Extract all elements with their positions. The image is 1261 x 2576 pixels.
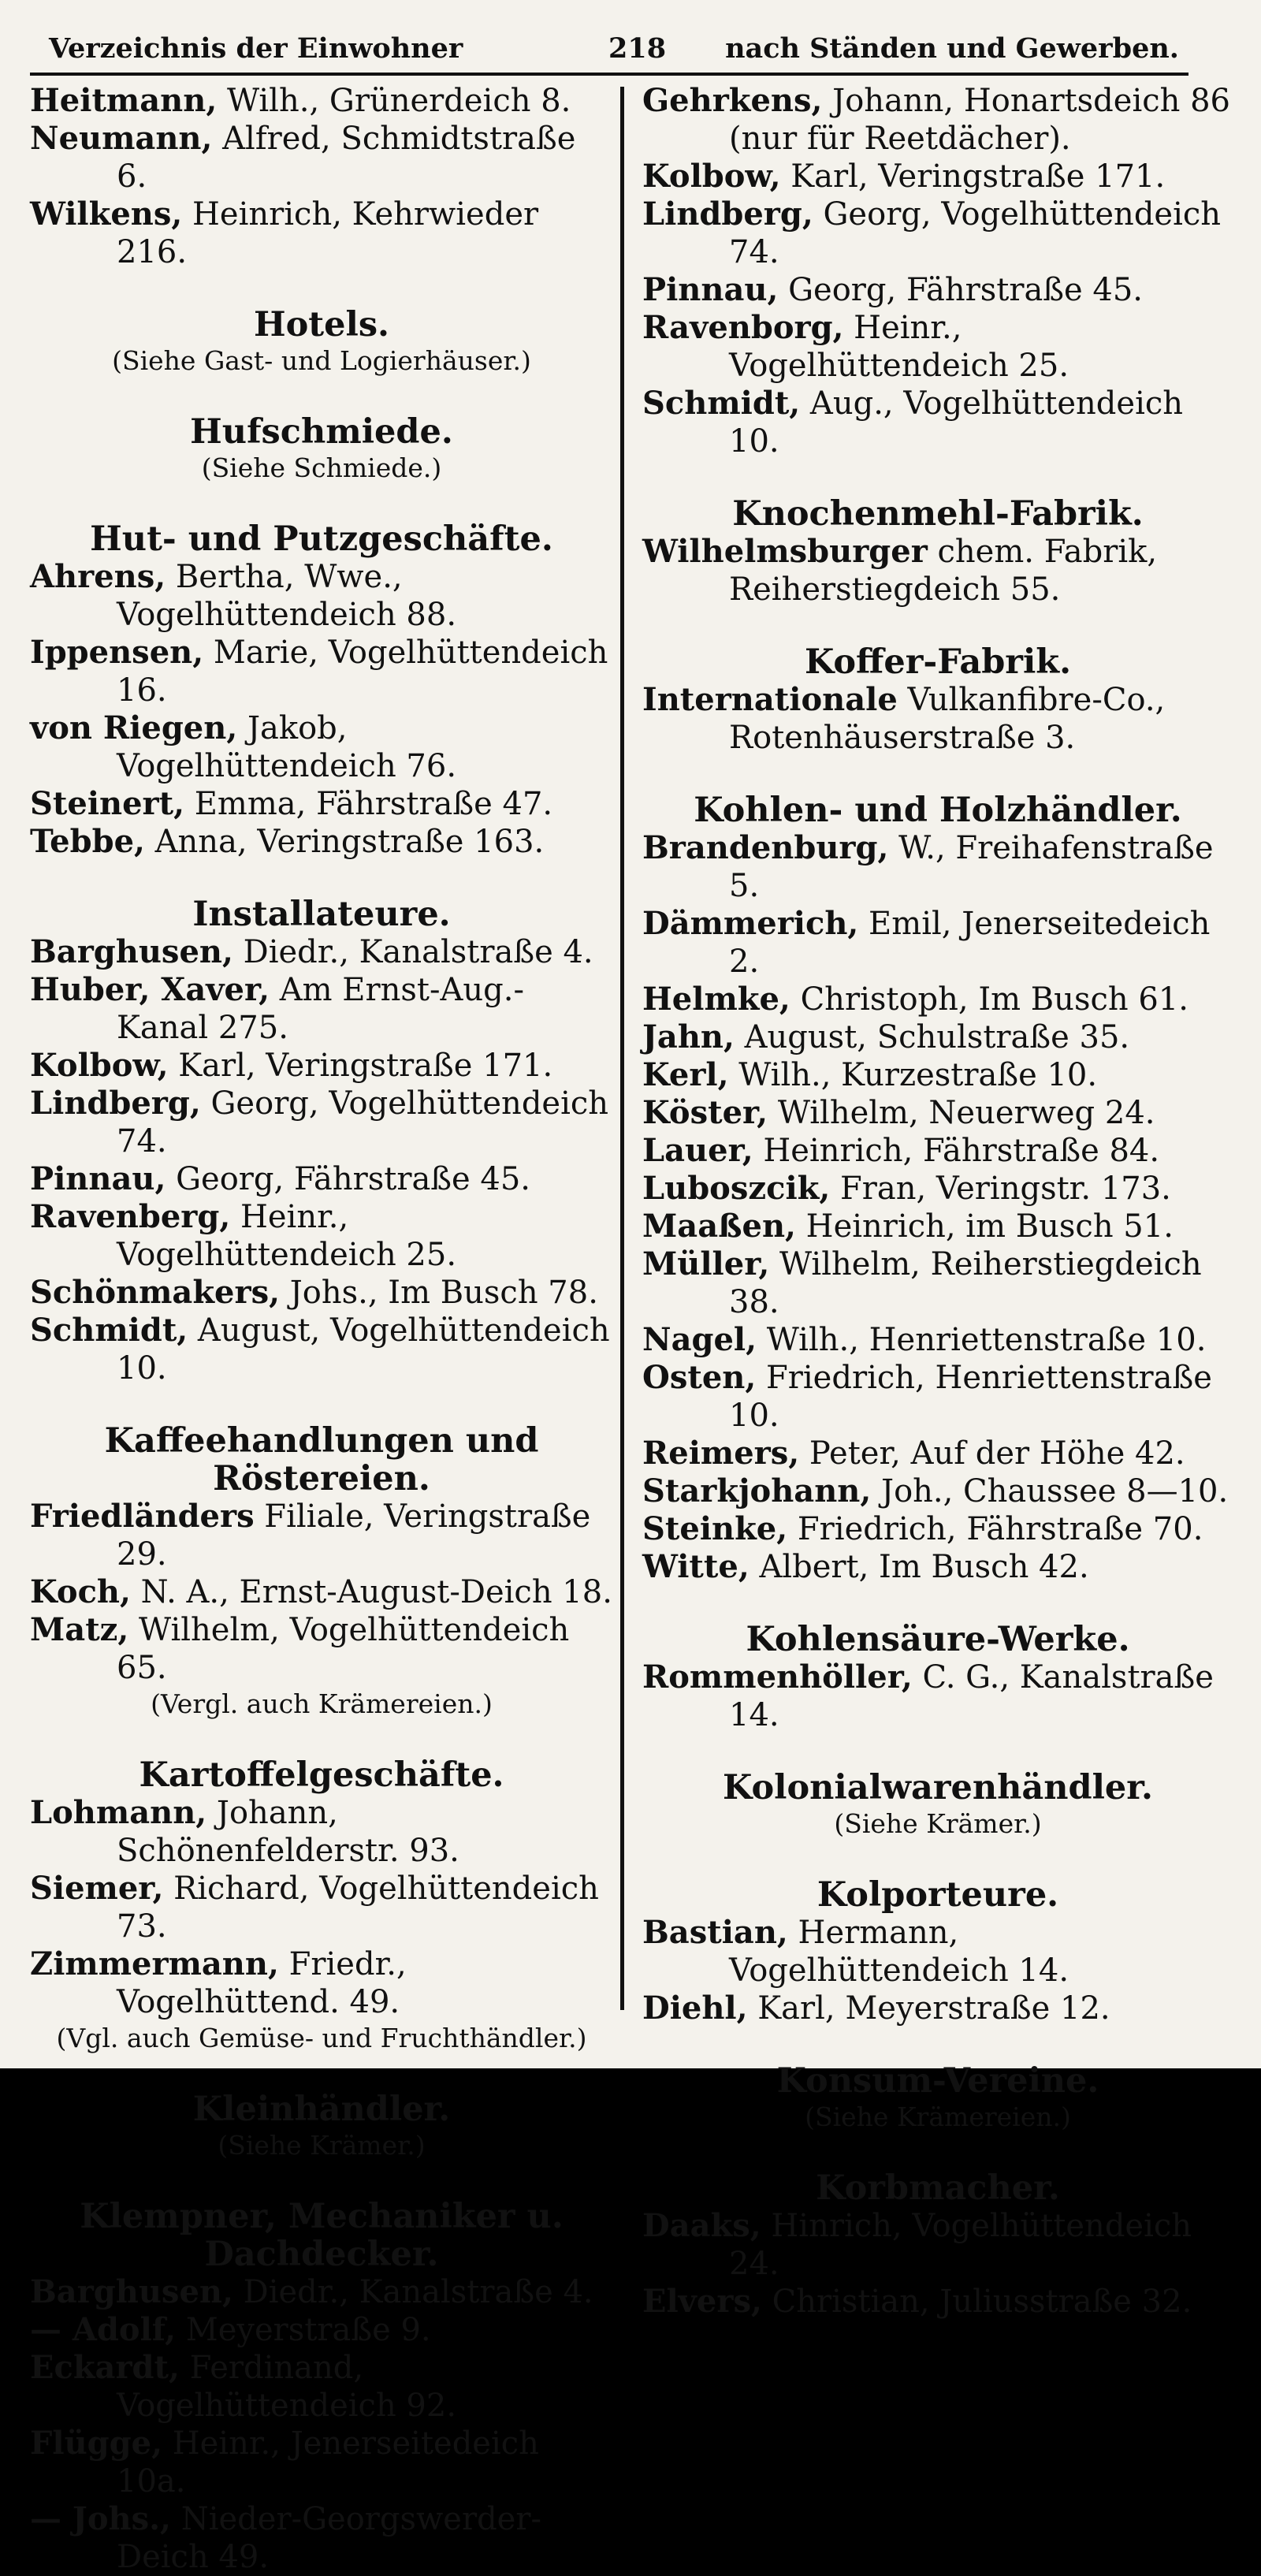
- entry-details: Wilhelm, Reiherstiegdeich 38.: [729, 1246, 1202, 1320]
- directory-entry: [642, 1132, 1233, 1170]
- entry-name: Witte,: [642, 1548, 750, 1585]
- directory-entry: [642, 829, 1233, 905]
- entry-name: Tebbe,: [30, 823, 145, 860]
- directory-entry: [642, 681, 1233, 757]
- entry-details: Heinrich, Fährstraße 84.: [753, 1133, 1160, 1169]
- header-rule: [30, 73, 1188, 76]
- entry-details: Johann, Honartsdeich 86 (nur für Reetdächer).: [729, 83, 1231, 157]
- entry-name: Brandenburg,: [642, 829, 889, 866]
- entry-name: Dämmerich,: [642, 905, 859, 942]
- section-note: (Siehe Schmiede.): [201, 452, 442, 483]
- page-number: 218: [608, 32, 667, 65]
- directory-entry: [30, 2311, 613, 2349]
- directory-entry: [30, 1573, 613, 1611]
- column-divider: [620, 87, 624, 2010]
- entry-name: Diehl,: [642, 1990, 748, 2027]
- entry-details: Vulkanfibre-Co., Rotenhäuserstraße 3.: [729, 682, 1166, 756]
- entry-details: Christoph, Im Busch 61.: [790, 981, 1188, 1018]
- entry-name: Ahrens,: [30, 558, 166, 595]
- entry-details: Diedr., Kanalstraße 4.: [232, 934, 593, 970]
- left-column: [30, 82, 613, 2576]
- entry-name: Barghusen,: [30, 933, 233, 970]
- entry-name: Matz,: [30, 1611, 129, 1648]
- section-note: (Siehe Krämer.): [834, 1808, 1042, 1839]
- entry-name: Schmidt,: [30, 1312, 188, 1349]
- directory-entry: [30, 1047, 613, 1085]
- directory-entry: [642, 1094, 1233, 1132]
- entry-name: Ravenborg,: [642, 309, 844, 346]
- entry-name: Neumann,: [30, 120, 213, 157]
- section-heading: Kohlen- und Holzhändler.: [694, 791, 1182, 830]
- directory-entry: [642, 1018, 1233, 1056]
- entry-name: Starkjohann,: [642, 1472, 872, 1509]
- entry-details: Wilh., Henriettenstraße 10.: [757, 1322, 1207, 1358]
- section-note: (Vergl. auch Krämereien.): [151, 1688, 493, 1719]
- entry-details: Wilhelm, Neuerweg 24.: [768, 1095, 1155, 1131]
- section-heading: Kolporteure.: [816, 1875, 1059, 1915]
- entry-details: Wilh., Grünerdeich 8.: [217, 83, 571, 119]
- entry-details: N. A., Ernst-August-Deich 18.: [130, 1574, 612, 1610]
- directory-entry: [642, 1321, 1233, 1359]
- entry-name: Steinke,: [642, 1510, 788, 1547]
- directory-entry: [30, 2349, 613, 2425]
- entry-name: Flügge,: [30, 2425, 162, 2462]
- entry-details: Emma, Fährstraße 47.: [184, 786, 553, 822]
- directory-entry: [30, 2273, 613, 2311]
- entry-details: Am Ernst-Aug.-Kanal 275.: [117, 972, 524, 1046]
- entry-details: Georg, Fährstraße 45.: [778, 272, 1144, 308]
- entry-details: Diedr., Kanalstraße 4.: [232, 2274, 593, 2310]
- entry-details: Ferdinand, Vogelhüttendeich 92.: [117, 2350, 457, 2424]
- header-title: Verzeichnis der Einwohner: [49, 32, 463, 65]
- entry-details: Emil, Jenerseitedeich 2.: [729, 906, 1211, 980]
- entry-details: chem. Fabrik, Reiherstiegdeich 55.: [729, 534, 1158, 608]
- entry-name: — Adolf,: [30, 2311, 177, 2348]
- directory-entry: [30, 1198, 613, 1274]
- section-heading: Hufschmiede.: [190, 412, 453, 452]
- entry-details: August, Schulstraße 35.: [734, 1019, 1130, 1055]
- directory-entry: [30, 709, 613, 785]
- directory-entry: [30, 1160, 613, 1198]
- directory-entry: [642, 385, 1233, 460]
- entry-details: Christian, Juliusstraße 32.: [761, 2284, 1192, 2320]
- section-heading: Hut- und Putzgeschäfte.: [90, 519, 553, 559]
- entry-details: Joh., Chaussee 8—10.: [871, 1473, 1229, 1509]
- entry-name: Wilhelmsburger: [642, 533, 928, 570]
- directory-entry: [30, 1274, 613, 1312]
- directory-entry: [30, 195, 613, 271]
- directory-entry: [30, 1312, 613, 1387]
- directory-entry: [30, 558, 613, 634]
- entry-name: Müller,: [642, 1245, 770, 1282]
- entry-name: Huber, Xaver,: [30, 971, 270, 1008]
- entry-name: Elvers,: [642, 2283, 762, 2320]
- entry-details: Peter, Auf der Höhe 42.: [799, 1435, 1185, 1472]
- entry-name: Ippensen,: [30, 634, 204, 671]
- entry-name: Rommenhöller,: [642, 1658, 913, 1696]
- entry-details: Nieder-Georgswerder-Deich 49.: [117, 2501, 541, 2575]
- directory-entry: [642, 1245, 1233, 1321]
- entry-name: Lindberg,: [30, 1085, 201, 1122]
- directory-entry: [642, 1990, 1233, 2027]
- entry-name: Koch,: [30, 1573, 131, 1610]
- entry-details: Meyerstraße 9.: [176, 2312, 431, 2348]
- entry-details: Georg, Vogelhüttendeich 74.: [729, 196, 1222, 270]
- entry-details: Georg, Fährstraße 45.: [166, 1161, 531, 1197]
- directory-entry: [30, 634, 613, 709]
- header-subtitle: nach Ständen und Gewerben.: [725, 32, 1179, 65]
- directory-entry: [30, 1945, 613, 2021]
- section-heading: Konsum-Vereine.: [776, 2061, 1099, 2101]
- directory-entry: [642, 1435, 1233, 1472]
- entry-name: Siemer,: [30, 1870, 164, 1907]
- entry-name: Kolbow,: [642, 158, 781, 195]
- entry-details: Hinrich, Vogelhüttendeich 24.: [729, 2208, 1192, 2282]
- entry-name: Wilkens,: [30, 195, 183, 233]
- entry-name: Lohmann,: [30, 1794, 207, 1831]
- entry-name: Schmidt,: [642, 385, 801, 422]
- entry-name: Ravenberg,: [30, 1198, 231, 1235]
- entry-details: Friedr., Vogelhüttend. 49.: [117, 1946, 407, 2020]
- section-heading: Kaffeehandlungen und Röstereien.: [104, 1421, 539, 1498]
- section-note: (Siehe Krämer.): [218, 2130, 426, 2161]
- directory-entry: [642, 1056, 1233, 1094]
- entry-details: Filiale, Veringstraße 29.: [117, 1498, 591, 1573]
- entry-name: Bastian,: [642, 1914, 788, 1951]
- entry-details: August, Vogelhüttendeich 10.: [117, 1312, 610, 1387]
- section-note: (Siehe Krämereien.): [805, 2101, 1071, 2132]
- entry-details: Richard, Vogelhüttendeich 73.: [117, 1871, 599, 1945]
- entry-details: Marie, Vogelhüttendeich 16.: [117, 635, 608, 709]
- directory-entry: [30, 1870, 613, 1945]
- section-heading: Knochenmehl-Fabrik.: [732, 494, 1144, 534]
- entry-name: Friedländers: [30, 1498, 255, 1535]
- directory-entry: [642, 1510, 1233, 1548]
- directory-entry: [642, 1170, 1233, 1208]
- section-heading: Kartoffelgeschäfte.: [139, 1755, 504, 1795]
- directory-entry: [642, 2283, 1233, 2321]
- entry-details: Wilh., Kurzestraße 10.: [728, 1057, 1098, 1093]
- entry-name: Daaks,: [642, 2207, 761, 2244]
- directory-entry: [642, 1658, 1233, 1734]
- entry-name: — Johs.,: [30, 2500, 171, 2537]
- directory-entry: [642, 195, 1233, 271]
- directory-entry: [642, 1359, 1233, 1435]
- directory-entry: [30, 1611, 613, 1687]
- directory-entry: [30, 823, 613, 861]
- section-heading: Kolonialwarenhändler.: [723, 1768, 1153, 1807]
- entry-name: Nagel,: [642, 1321, 757, 1358]
- directory-entry: [642, 309, 1233, 385]
- section-heading: Installateure.: [192, 895, 451, 934]
- entry-details: Karl, Meyerstraße 12.: [747, 1990, 1110, 2027]
- entry-details: Friedrich, Fährstraße 70.: [787, 1511, 1203, 1547]
- entry-name: Maaßen,: [642, 1208, 796, 1245]
- entry-name: Helmke,: [642, 981, 790, 1018]
- entry-name: Lindberg,: [642, 195, 813, 233]
- entry-name: Kerl,: [642, 1056, 729, 1093]
- section-heading: Kleinhändler.: [192, 2090, 451, 2129]
- directory-entry: [642, 981, 1233, 1018]
- entry-name: Steinert,: [30, 785, 185, 822]
- directory-entry: [642, 905, 1233, 981]
- entry-name: Zimmermann,: [30, 1945, 279, 1982]
- entry-details: Bertha, Wwe., Vogelhüttendeich 88.: [117, 559, 457, 633]
- entry-name: Lauer,: [642, 1132, 753, 1169]
- directory-entry: [642, 1208, 1233, 1245]
- directory-entry: [642, 2207, 1233, 2283]
- directory-entry: [30, 933, 613, 971]
- directory-entry: [642, 533, 1233, 609]
- directory-entry: [642, 1472, 1233, 1510]
- section-heading: Kohlensäure-Werke.: [746, 1620, 1130, 1659]
- entry-details: Wilhelm, Vogelhüttendeich 65.: [117, 1612, 570, 1686]
- entry-details: Jakob, Vogelhüttendeich 76.: [117, 710, 457, 784]
- directory-entry: [30, 82, 613, 120]
- entry-details: Anna, Veringstraße 163.: [144, 824, 545, 860]
- entry-details: Johs., Im Busch 78.: [280, 1275, 598, 1311]
- entry-details: Karl, Veringstraße 171.: [168, 1048, 553, 1084]
- section-heading: Koffer-Fabrik.: [804, 642, 1072, 682]
- entry-name: Gehrkens,: [642, 82, 823, 119]
- entry-name: Kolbow,: [30, 1047, 169, 1084]
- entry-details: Heinr., Vogelhüttendeich 25.: [117, 1199, 457, 1273]
- entry-name: Reimers,: [642, 1435, 800, 1472]
- directory-entry: [642, 1914, 1233, 1990]
- entry-name: Eckardt,: [30, 2349, 180, 2386]
- entry-details: Johann, Schönenfelderstr. 93.: [117, 1795, 459, 1869]
- entry-details: Heinr., Vogelhüttendeich 25.: [729, 310, 1069, 384]
- entry-details: Heinrich, im Busch 51.: [795, 1208, 1174, 1245]
- entry-details: Karl, Veringstraße 171.: [780, 158, 1166, 195]
- section-heading: Klempner, Mechaniker u. Dachdecker.: [80, 2197, 564, 2274]
- right-column: [642, 82, 1233, 2321]
- entry-name: Luboszcik,: [642, 1170, 831, 1207]
- directory-entry: [642, 158, 1233, 195]
- directory-entry: [642, 1548, 1233, 1586]
- entry-details: Albert, Im Busch 42.: [749, 1549, 1089, 1585]
- entry-details: Alfred, Schmidtstraße 6.: [117, 121, 576, 195]
- entry-name: Internationale: [642, 681, 898, 718]
- directory-entry: [30, 120, 613, 195]
- entry-name: Heitmann,: [30, 82, 218, 119]
- directory-entry: [30, 971, 613, 1047]
- entry-details: Georg, Vogelhüttendeich 74.: [117, 1085, 609, 1160]
- entry-details: Hermann, Vogelhüttendeich 14.: [729, 1915, 1069, 1989]
- directory-entry: [30, 1794, 613, 1870]
- entry-details: W., Freihafenstraße 5.: [729, 830, 1214, 904]
- directory-entry: [642, 271, 1233, 309]
- entry-details: Heinr., Jenerseitedeich 10a.: [117, 2425, 539, 2500]
- entry-name: Köster,: [642, 1094, 768, 1131]
- entry-details: Heinrich, Kehrwieder 216.: [117, 196, 539, 270]
- entry-name: Barghusen,: [30, 2273, 233, 2310]
- entry-details: Aug., Vogelhüttendeich 10.: [729, 385, 1184, 460]
- directory-entry: [30, 1085, 613, 1160]
- directory-entry: [30, 1498, 613, 1573]
- section-heading: Hotels.: [253, 305, 390, 344]
- page-header: [49, 24, 1179, 74]
- entry-name: Pinnau,: [642, 271, 779, 308]
- directory-entry: [30, 785, 613, 823]
- entry-name: Osten,: [642, 1359, 757, 1396]
- directory-entry: [30, 2500, 613, 2576]
- section-note: (Vgl. auch Gemüse- und Fruchthändler.): [56, 2023, 587, 2053]
- section-heading: Korbmacher.: [816, 2168, 1060, 2208]
- entry-details: Friedrich, Henriettenstraße 10.: [729, 1360, 1212, 1434]
- section-note: (Siehe Gast- und Logierhäuser.): [112, 345, 531, 376]
- directory-entry: [642, 82, 1233, 158]
- entry-details: Fran, Veringstr. 173.: [830, 1171, 1171, 1207]
- entry-details: C. G., Kanalstraße 14.: [729, 1659, 1214, 1733]
- entry-name: Schönmakers,: [30, 1274, 281, 1311]
- entry-name: Pinnau,: [30, 1160, 166, 1197]
- entry-name: von Riegen,: [30, 709, 238, 746]
- directory-entry: [30, 2425, 613, 2500]
- entry-name: Jahn,: [642, 1018, 735, 1055]
